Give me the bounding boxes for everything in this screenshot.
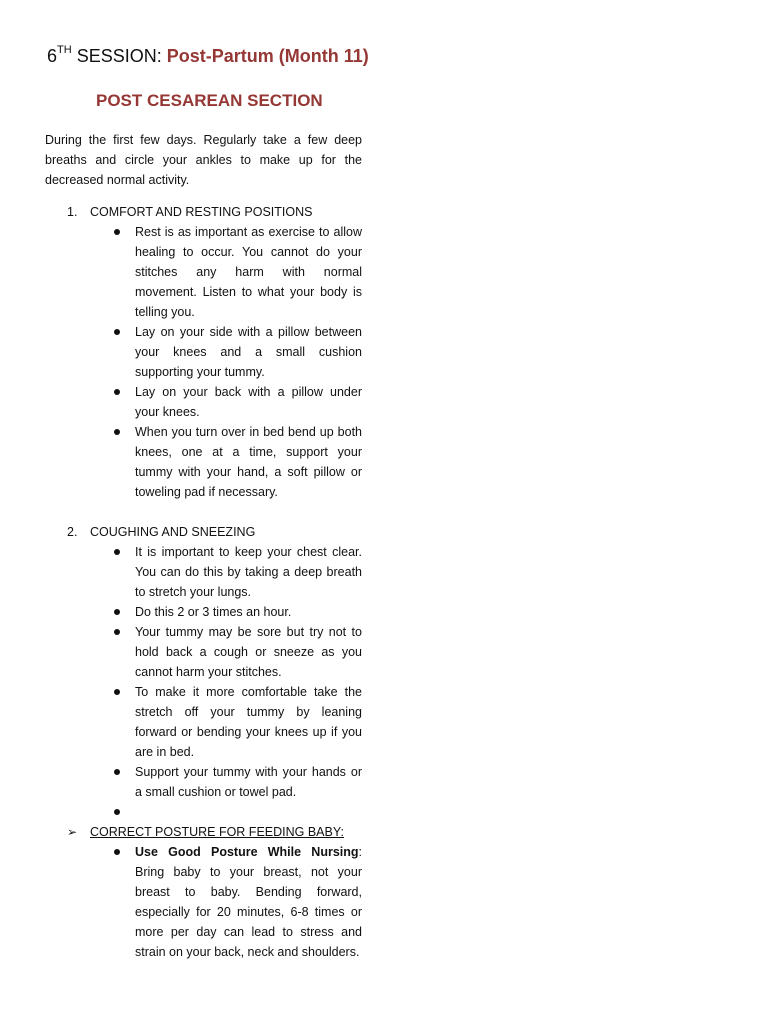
- posture-heading: [45, 822, 362, 842]
- section-heading-1: [45, 202, 362, 222]
- list-item: [45, 842, 362, 962]
- list-item-text: Lay on your back with a pillow under your knees.: [135, 385, 362, 419]
- list-item-empty: [45, 802, 362, 822]
- section-title: POST CESAREAN SECTION: [96, 91, 323, 110]
- section-number: 1.: [67, 205, 78, 219]
- bullet-list-posture: [45, 842, 362, 962]
- bullet-icon: [114, 229, 120, 235]
- bullet-list-coughing: [45, 542, 362, 822]
- session-word: SESSION:: [71, 46, 167, 66]
- list-item-text: : Bring baby to your breast, not your breast to baby. Bending forward, especially for 20 minutes, 6-8 times or more per day can lead to stress and strain on your back, neck and shoulders.: [135, 845, 362, 959]
- list-item: [45, 622, 362, 682]
- bullet-icon: [114, 809, 120, 815]
- session-ordinal: TH: [57, 44, 72, 56]
- list-item: [45, 422, 362, 502]
- intro-paragraph: During the first few days. Regularly take a few deep breaths and circle your ankles to make up for the decreased normal activity.: [45, 133, 362, 187]
- list-item: [45, 322, 362, 382]
- list-item-text: Rest is as important as exercise to allow healing to occur. You cannot do your stitches any harm with normal movement. Listen to what your body is telling you.: [135, 225, 362, 319]
- bullet-icon: [114, 429, 120, 435]
- list-item: [45, 382, 362, 422]
- section-heading-text: COMFORT AND RESTING POSITIONS: [90, 205, 313, 219]
- list-item-text: Your tummy may be sore but try not to hold back a cough or sneeze as you cannot harm your stitches.: [135, 625, 362, 679]
- list-item: [45, 602, 362, 622]
- bullet-icon: [114, 849, 120, 855]
- list-item: [45, 222, 362, 322]
- bullet-icon: [114, 629, 120, 635]
- list-item-text: Do this 2 or 3 times an hour.: [135, 605, 292, 619]
- session-subtitle: Post-Partum (Month 11): [166, 46, 369, 66]
- session-title: [47, 46, 369, 67]
- section-heading-2: [45, 522, 362, 542]
- list-item: [45, 762, 362, 802]
- bullet-icon: [114, 329, 120, 335]
- bullet-list-comfort: [45, 222, 362, 502]
- list-item-text: It is important to keep your chest clear. You can do this by taking a deep breath to stretch your lungs.: [135, 545, 362, 599]
- bullet-icon: [114, 769, 120, 775]
- section-number: 2.: [67, 525, 78, 539]
- list-item-text: Lay on your side with a pillow between your knees and a small cushion supporting your tummy.: [135, 325, 362, 379]
- bullet-icon: [114, 389, 120, 395]
- list-item-text: When you turn over in bed bend up both knees, one at a time, support your tummy with your hand, a soft pillow or toweling pad if necessary.: [135, 425, 362, 499]
- posture-heading-text: CORRECT POSTURE FOR FEEDING BABY:: [90, 825, 344, 839]
- list-item: [45, 542, 362, 602]
- bullet-icon: [114, 609, 120, 615]
- list-item-text: To make it more comfortable take the stretch off your tummy by leaning forward or bending your knees up if you are in bed.: [135, 685, 362, 759]
- list-item: [45, 682, 362, 762]
- list-item-text: Support your tummy with your hands or a small cushion or towel pad.: [135, 765, 362, 799]
- bullet-icon: [114, 689, 120, 695]
- content-column: [45, 130, 362, 962]
- spacer: [45, 502, 362, 522]
- list-item-bold-lead: Use Good Posture While Nursing: [135, 845, 359, 859]
- arrow-bullet-icon: ➢: [67, 825, 78, 839]
- bullet-icon: [114, 549, 120, 555]
- session-number: 6: [47, 46, 58, 66]
- section-heading-text: COUGHING AND SNEEZING: [90, 525, 256, 539]
